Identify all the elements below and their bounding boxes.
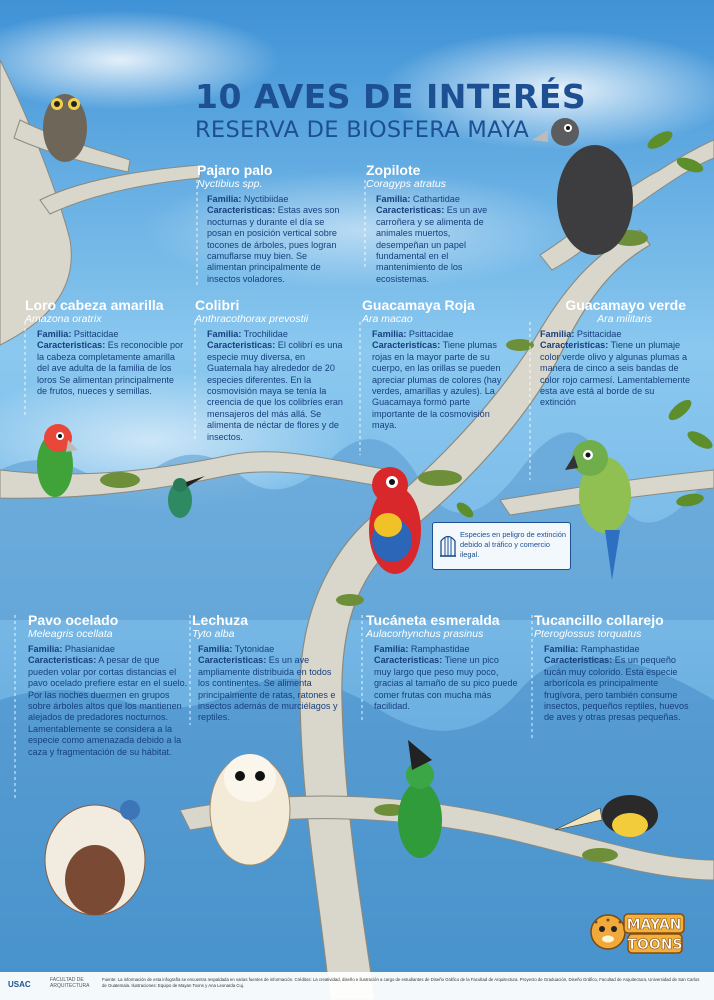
features-label: Caracteristicas: — [207, 205, 276, 216]
features-value: A pesar de que pueden volar por cortas distancias el pavo ocelado prefiere estar en el suelo. Por las noches duermen en grupos sobre árboles altos que los mantienen alejados de predadores nocturnos. Lamentablemente se considera a la especie como amenazada debido a la caza y fragmentación de su hábitat. — [28, 655, 188, 757]
bird-card-guacamaya-roja — [362, 297, 512, 432]
title-main: 10 AVES DE INTERÉS — [195, 77, 587, 116]
bird-scientific-name: Ara militaris — [597, 313, 652, 325]
mayan-toons-logo — [588, 900, 686, 960]
bird-description — [362, 329, 512, 432]
bird-scientific-name: Tyto alba — [192, 628, 235, 640]
features-value: Es reconocible por la cabeza completamente amarilla del ave adulta de la familia de los loros Se alimentan principalmente de frutos, nueces y semillas. — [37, 340, 184, 397]
family-label: Familia: — [374, 644, 409, 654]
bird-card-tucancillo-collarejo — [534, 612, 694, 724]
family-label: Familia: — [37, 329, 72, 339]
footer-credits: Fuente: La información de esta infografía se encuentra respaldada en varias fuentes de información. Créditos: La creatividad, diseño e ilustración a cargo de estudiantes de Diseño Gráfico de la Facultad de Arquitectura. Proyecto de Graduación, Diseño Gráfico, Facultad de Arquitectura, Universidad de San Carlos de Guatemala. Ilustraciones: Equipo de Mayan Toons y Ana Leonarda Cuj. — [102, 977, 700, 988]
family-value: Phasianidae — [64, 644, 115, 654]
bird-description — [534, 644, 694, 724]
bird-description — [532, 329, 692, 409]
page-title — [195, 77, 587, 144]
bird-card-pajaro-palo — [197, 162, 347, 285]
bird-card-loro-cabeza-amarilla — [25, 297, 185, 397]
bird-card-guacamayo-verde — [532, 297, 692, 409]
jaguar-icon — [588, 900, 686, 960]
bird-description — [192, 644, 342, 724]
bird-name: Pajaro palo — [197, 162, 273, 178]
features-value: Tiene un pico muy largo que peso muy poco, gracias al tamaño de su pico puede comer frutas con mucha más facilidad. — [374, 655, 518, 712]
bird-name: Colibri — [195, 297, 240, 313]
bird-description — [366, 194, 504, 285]
family-label: Familia: — [544, 644, 579, 654]
bird-scientific-name: Coragyps atratus — [366, 178, 446, 190]
features-value: Estas aves son nocturnas y durante el día se posan en posición vertical sobre tocones de árboles, pues logran camuflarse muy bien. Se alimentan principalmente de insectos voladores. — [207, 205, 340, 284]
bird-card-pavo-ocelado — [28, 612, 188, 758]
bird-name: Guacamaya Roja — [362, 297, 475, 313]
features-label: Caracteristicas: — [372, 340, 441, 351]
logo-line1: MAYAN — [626, 917, 682, 933]
family-value: Psittacidae — [408, 329, 454, 339]
logo-line2: TOONS — [627, 937, 683, 953]
family-label: Familia: — [207, 194, 242, 204]
features-value: Es un pequeño tucán muy colorido. Esta especie arborícola es principalmente frugívora, pero también consume insectos, pequeños reptiles, huevos de aves y otras presas pequeñas. — [544, 655, 689, 723]
cage-icon — [439, 532, 457, 558]
family-value: Trochilidae — [243, 329, 288, 339]
features-value: Es un ave ampliamente distribuida en todos los continentes. Se alimenta principalmente de ratas, ratones e insectos además de murciélagos y reptiles. — [198, 655, 338, 723]
family-value: Nyctibiidae — [243, 194, 289, 204]
bird-card-tucaneta-esmeralda — [366, 612, 518, 712]
features-value: Es un ave carroñera y se alimenta de animales muertos, desempeñan un papel fundamental en el mantenimiento de los ecosistemas. — [376, 205, 488, 284]
family-value: Tytonidae — [234, 644, 275, 654]
usac-logo: USAC — [8, 980, 31, 989]
bird-scientific-name: Anthracothorax prevostii — [195, 313, 309, 325]
family-label: Familia: — [372, 329, 407, 339]
bird-scientific-name: Amazona oratrix — [25, 313, 102, 325]
features-label: Caracteristicas: — [376, 205, 445, 216]
bird-name: Tucáneta esmeralda — [366, 612, 500, 628]
features-value: El colibrí es una especie muy diversa, en Guatemala hay alrededor de 20 especies diferentes. En la cosmovisión maya se tenía la creencia de que los colibríes eran mensajeros del más allá. Se alimenta de néctar de flores y de insectos. — [207, 340, 343, 442]
bird-card-colibri — [195, 297, 347, 443]
bird-scientific-name: Ara macao — [362, 313, 413, 325]
bird-name: Zopilote — [366, 162, 421, 178]
bird-description — [197, 194, 347, 285]
features-label: Caracteristicas: — [28, 655, 97, 666]
features-label: Caracteristicas: — [37, 340, 106, 351]
features-label: Caracteristicas: — [540, 340, 609, 351]
features-label: Caracteristicas: — [544, 655, 613, 666]
footer — [0, 972, 714, 1000]
bird-scientific-name: Aulacorhynchus prasinus — [366, 628, 484, 640]
family-label: Familia: — [28, 644, 63, 654]
bird-description — [195, 329, 347, 443]
features-label: Caracteristicas: — [374, 655, 443, 666]
bird-name: Lechuza — [192, 612, 249, 628]
endangered-note — [432, 522, 571, 570]
bird-description — [25, 329, 185, 397]
bird-description — [28, 644, 188, 758]
potoo-bird-illustration — [43, 94, 87, 162]
features-value: Tiene un plumaje color verde olivo y algunas plumas a manera de cinco a seis bandas de color rojo carmesí. Lamentablemente esta ave está al borde de su extinción — [540, 340, 691, 408]
bird-card-lechuza — [192, 612, 342, 724]
family-value: Psittacidae — [576, 329, 622, 339]
features-label: Caracteristicas: — [207, 340, 276, 351]
family-value: Cathartidae — [412, 194, 460, 204]
family-label: Familia: — [376, 194, 411, 204]
bird-scientific-name: Meleagris ocellata — [28, 628, 113, 640]
family-value: Ramphastidae — [580, 644, 640, 654]
family-label: Familia: — [198, 644, 233, 654]
bird-name: Guacamayo verde — [565, 297, 686, 313]
family-value: Psittacidae — [73, 329, 119, 339]
features-value: Tiene plumas rojas en la mayor parte de su cuerpo, en las orillas se pueden apreciar plumas de colores (hay verdes, amarillas y azules). La Guacamaya formó parte importante de la cosmovisión maya. — [372, 340, 502, 431]
family-label: Familia: — [540, 329, 575, 339]
family-label: Familia: — [207, 329, 242, 339]
bird-name: Loro cabeza amarilla — [25, 297, 164, 313]
bird-scientific-name: Nyctibius spp. — [197, 178, 263, 190]
bird-description — [366, 644, 518, 712]
barn-owl-illustration — [210, 754, 290, 865]
bird-card-zopilote — [366, 162, 504, 285]
bird-scientific-name: Pteroglossus torquatus — [534, 628, 642, 640]
bird-name: Tucancillo collarejo — [534, 612, 664, 628]
features-label: Caracteristicas: — [198, 655, 267, 666]
title-subtitle: RESERVA DE BIOSFERA MAYA — [195, 117, 530, 143]
endangered-note-text: Especies en peligro de extinción debido al tráfico y comercio ilegal. — [460, 530, 566, 559]
bird-name: Pavo ocelado — [28, 612, 119, 628]
family-value: Ramphastidae — [410, 644, 470, 654]
faculty-logo: FACULTAD DE ARQUITECTURA — [50, 977, 90, 989]
